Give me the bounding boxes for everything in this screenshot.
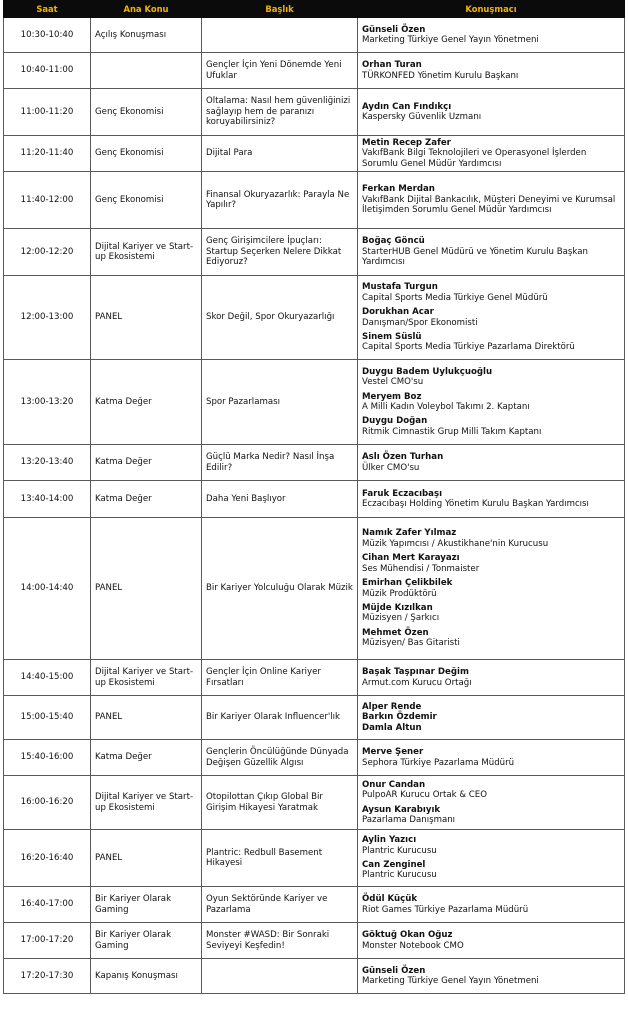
table-row (4, 776, 625, 830)
speaker (362, 628, 620, 649)
session-speakers (358, 740, 625, 776)
speaker-role: Müzisyen / Şarkıcı (362, 613, 440, 624)
header-title: Başlık (202, 1, 358, 18)
session-time: 16:00-16:20 (4, 776, 91, 830)
speaker (362, 894, 620, 915)
session-speakers (358, 276, 625, 360)
session-topic: PANEL (91, 696, 202, 740)
session-topic: Katma Değer (91, 445, 202, 481)
session-speakers (358, 136, 625, 172)
session-title: Dijital Para (202, 136, 358, 172)
session-topic: Genç Ekonomisi (91, 89, 202, 136)
session-time: 12:00-12:20 (4, 229, 91, 276)
session-topic (91, 53, 202, 89)
speaker-role: Marketing Türkiye Genel Yayın Yönetmeni (362, 35, 539, 45)
speaker-role: Pazarlama Danışmanı (362, 814, 456, 825)
table-row (4, 276, 625, 360)
speaker-name: Mustafa Turgun (362, 282, 438, 293)
session-title: Gençler İçin Online Kariyer Fırsatları (202, 660, 358, 696)
speaker-role: Eczacıbaşı Holding Yönetim Kurulu Başkan Yardımcısı (362, 499, 589, 509)
speaker-name: Göktuğ Okan Oğuz (362, 930, 453, 941)
table-row (4, 696, 625, 740)
session-title: Skor Değil, Spor Okuryazarlığı (202, 276, 358, 360)
speaker (362, 60, 620, 81)
speaker-name: Sinem Süslü (362, 331, 422, 342)
session-speakers (358, 481, 625, 518)
table-row (4, 518, 625, 660)
session-speakers (358, 660, 625, 696)
speaker (362, 835, 620, 856)
session-speakers (358, 445, 625, 481)
session-time: 14:40-15:00 (4, 660, 91, 696)
speaker (362, 184, 620, 215)
speaker-name: Alper Rende (362, 701, 422, 712)
table-row (4, 887, 625, 923)
speaker-role: Capital Sports Media Türkiye Pazarlama Direktörü (362, 342, 575, 353)
speaker-role: A Milli Kadın Voleybol Takımı 2. Kaptanı (362, 402, 530, 412)
speaker (362, 553, 620, 574)
speaker-role: VakıfBank Bilgi Teknolojileri ve Operasyonel İşlerden Sorumlu Genel Müdür Yardımcısı (362, 148, 587, 169)
session-title (202, 18, 358, 53)
speaker (362, 102, 620, 123)
header-speaker: Konuşmacı (358, 1, 625, 18)
session-speakers (358, 696, 625, 740)
session-speakers (358, 959, 625, 994)
speaker (362, 578, 620, 599)
speaker-name: Boğaç Göncü (362, 236, 425, 247)
speaker (362, 723, 620, 733)
speaker-name: Ferkan Merdan (362, 184, 435, 195)
table-row (4, 360, 625, 445)
header-time: Saat (4, 1, 91, 18)
session-title: Otopilottan Çıkıp Global Bir Girişim Hikayesi Yaratmak (202, 776, 358, 830)
speaker (362, 392, 620, 413)
speaker-name: Cihan Mert Karayazı (362, 553, 460, 564)
session-speakers (358, 830, 625, 887)
speaker-role: Marketing Türkiye Genel Yayın Yönetmeni (362, 976, 539, 986)
speaker-name: Faruk Eczacıbaşı (362, 488, 443, 499)
speaker (362, 489, 620, 510)
speaker-name: Damla Altun (362, 722, 422, 733)
speaker-role: Ses Mühendisi / Tonmaister (362, 563, 480, 574)
table-row (4, 830, 625, 887)
speaker (362, 747, 620, 768)
session-speakers (358, 53, 625, 89)
speaker-role: PulpoAR Kurucu Ortak & CEO (362, 790, 487, 801)
session-title: Genç Girişimcilere İpuçları: Startup Seçerken Nelere Dikkat Ediyoruz? (202, 229, 358, 276)
speaker-name: Orhan Turan (362, 60, 422, 71)
speaker-name: Aslı Özen Turhan (362, 452, 444, 463)
session-topic: Dijital Kariyer ve Start-up Ekosistemi (91, 660, 202, 696)
session-time: 12:00-13:00 (4, 276, 91, 360)
table-row (4, 740, 625, 776)
speaker-name: Günseli Özen (362, 965, 426, 976)
speaker-name: Günseli Özen (362, 24, 426, 35)
speaker-name: Mehmet Özen (362, 627, 429, 638)
session-title: Daha Yeni Başlıyor (202, 481, 358, 518)
speaker-name: Duygu Doğan (362, 416, 428, 427)
session-topic: PANEL (91, 518, 202, 660)
table-row (4, 923, 625, 959)
session-time: 15:00-15:40 (4, 696, 91, 740)
speaker-role: TÜRKONFED Yönetim Kurulu Başkanı (362, 70, 519, 81)
speaker-name: Ödül Küçük (362, 894, 418, 905)
session-topic: Katma Değer (91, 740, 202, 776)
speaker (362, 780, 620, 801)
agenda-table (3, 0, 625, 994)
session-title: Gençler İçin Yeni Dönemde Yeni Ufuklar (202, 53, 358, 89)
session-speakers (358, 923, 625, 959)
session-time: 13:20-13:40 (4, 445, 91, 481)
speaker-name: Aylin Yazıcı (362, 835, 417, 846)
speaker (362, 805, 620, 826)
session-time: 17:00-17:20 (4, 923, 91, 959)
session-time: 17:20-17:30 (4, 959, 91, 994)
speaker-role: Müzik Yapımcısı / Akustikhane'nin Kurucusu (362, 538, 549, 549)
session-topic: PANEL (91, 830, 202, 887)
speaker (362, 452, 620, 473)
session-time: 16:20-16:40 (4, 830, 91, 887)
session-speakers (358, 89, 625, 136)
table-row (4, 229, 625, 276)
session-time: 11:20-11:40 (4, 136, 91, 172)
session-speakers (358, 172, 625, 229)
speaker (362, 332, 620, 353)
session-speakers (358, 776, 625, 830)
session-title: Güçlü Marka Nedir? Nasıl İnşa Edilir? (202, 445, 358, 481)
header-topic: Ana Konu (91, 1, 202, 18)
session-topic: Dijital Kariyer ve Start-up Ekosistemi (91, 229, 202, 276)
session-topic: Katma Değer (91, 360, 202, 445)
table-row (4, 481, 625, 518)
speaker (362, 236, 620, 267)
speaker-role: StarterHUB Genel Müdürü ve Yönetim Kurulu Başkan Yardımcısı (362, 246, 588, 268)
speaker-name: Barkın Özdemir (362, 712, 437, 723)
table-row (4, 53, 625, 89)
speaker-name: Namık Zafer Yılmaz (362, 528, 457, 539)
session-speakers (358, 518, 625, 660)
speaker-role: Müzik Prodüktörü (362, 588, 437, 599)
speaker-role: Plantric Kurucusu (362, 870, 437, 881)
speaker (362, 966, 620, 987)
session-time: 10:30-10:40 (4, 18, 91, 53)
session-time: 11:00-11:20 (4, 89, 91, 136)
table-row (4, 18, 625, 53)
session-topic: Genç Ekonomisi (91, 136, 202, 172)
agenda-header (4, 1, 625, 18)
speaker-name: Aysun Karabıyık (362, 804, 441, 815)
speaker (362, 307, 620, 328)
speaker (362, 930, 620, 951)
session-topic: Genç Ekonomisi (91, 172, 202, 229)
speaker-role: Capital Sports Media Türkiye Genel Müdürü (362, 292, 548, 303)
session-speakers (358, 229, 625, 276)
session-topic: Bir Kariyer Olarak Gaming (91, 887, 202, 923)
session-speakers (358, 887, 625, 923)
session-title: Plantric: Redbull Basement Hikayesi (202, 830, 358, 887)
session-topic: Açılış Konuşması (91, 18, 202, 53)
speaker-name: Müjde Kızılkan (362, 602, 433, 613)
session-title (202, 959, 358, 994)
speaker-role: Riot Games Türkiye Pazarlama Müdürü (362, 904, 529, 915)
session-title: Oltalama: Nasıl hem güvenliğinizi sağlayıp hem de paranızı koruyabilirsiniz? (202, 89, 358, 136)
session-time: 16:40-17:00 (4, 887, 91, 923)
speaker-name: Duygu Badem Uylukçuoğlu (362, 366, 493, 377)
session-topic: Bir Kariyer Olarak Gaming (91, 923, 202, 959)
session-topic: Kapanış Konuşması (91, 959, 202, 994)
agenda-body (4, 18, 625, 994)
session-topic: Katma Değer (91, 481, 202, 518)
session-title: Bir Kariyer Olarak Influencer'lık (202, 696, 358, 740)
table-row (4, 89, 625, 136)
speaker-name: Meryem Boz (362, 391, 422, 402)
session-title: Bir Kariyer Yolculuğu Olarak Müzik (202, 518, 358, 660)
speaker (362, 860, 620, 881)
speaker (362, 712, 620, 722)
table-row (4, 660, 625, 696)
session-time: 10:40-11:00 (4, 53, 91, 89)
speaker-name: Dorukhan Acar (362, 307, 434, 318)
speaker-role: Monster Notebook CMO (362, 940, 464, 951)
speaker-role: Ülker CMO'su (362, 462, 420, 473)
speaker-role: Sephora Türkiye Pazarlama Müdürü (362, 757, 515, 768)
speaker-name: Aydın Can Fındıkçı (362, 101, 452, 112)
speaker-name: Can Zenginel (362, 860, 426, 870)
speaker-name: Metin Recep Zafer (362, 137, 451, 148)
session-speakers (358, 18, 625, 53)
speaker-role: Danışman/Spor Ekonomisti (362, 317, 478, 328)
table-row (4, 172, 625, 229)
session-title: Finansal Okuryazarlık: Parayla Ne Yapılır? (202, 172, 358, 229)
session-time: 15:40-16:00 (4, 740, 91, 776)
speaker-role: Müzisyen/ Bas Gitaristi (362, 638, 460, 649)
speaker (362, 367, 620, 388)
speaker (362, 667, 620, 688)
speaker-name: Merve Şener (362, 747, 424, 758)
session-speakers (358, 360, 625, 445)
speaker (362, 25, 620, 46)
table-row (4, 136, 625, 172)
session-topic: PANEL (91, 276, 202, 360)
session-title: Gençlerin Öncülüğünde Dünyada Değişen Güzellik Algısı (202, 740, 358, 776)
speaker-name: Başak Taşpınar Değim (362, 667, 469, 678)
speaker-role: Kaspersky Güvenlik Uzmanı (362, 112, 482, 122)
speaker (362, 528, 620, 549)
session-title: Monster #WASD: Bir Sonraki Seviyeyi Keşfedin! (202, 923, 358, 959)
session-time: 13:00-13:20 (4, 360, 91, 445)
session-topic: Dijital Kariyer ve Start-up Ekosistemi (91, 776, 202, 830)
speaker (362, 282, 620, 303)
session-title: Spor Pazarlaması (202, 360, 358, 445)
speaker (362, 702, 620, 712)
speaker-role: Armut.com Kurucu Ortağı (362, 677, 472, 688)
speaker-role: Vestel CMO'su (362, 377, 424, 388)
session-time: 11:40-12:00 (4, 172, 91, 229)
session-time: 14:00-14:40 (4, 518, 91, 660)
speaker (362, 138, 620, 169)
table-row (4, 959, 625, 994)
speaker-role: Plantric Kurucusu (362, 845, 437, 856)
speaker-role: Ritmik Cimnastik Grup Milli Takım Kaptanı (362, 426, 542, 437)
table-row (4, 445, 625, 481)
speaker-name: Onur Candan (362, 779, 426, 790)
session-time: 13:40-14:00 (4, 481, 91, 518)
speaker (362, 416, 620, 437)
speaker-role: VakıfBank Dijital Bankacılık, Müşteri Deneyimi ve Kurumsal İletişimden Sorumlu Genel Müdür Yardımcısı (362, 194, 616, 216)
speaker (362, 603, 620, 624)
speaker-name: Emirhan Çelikbilek (362, 578, 453, 589)
session-title: Oyun Sektöründe Kariyer ve Pazarlama (202, 887, 358, 923)
